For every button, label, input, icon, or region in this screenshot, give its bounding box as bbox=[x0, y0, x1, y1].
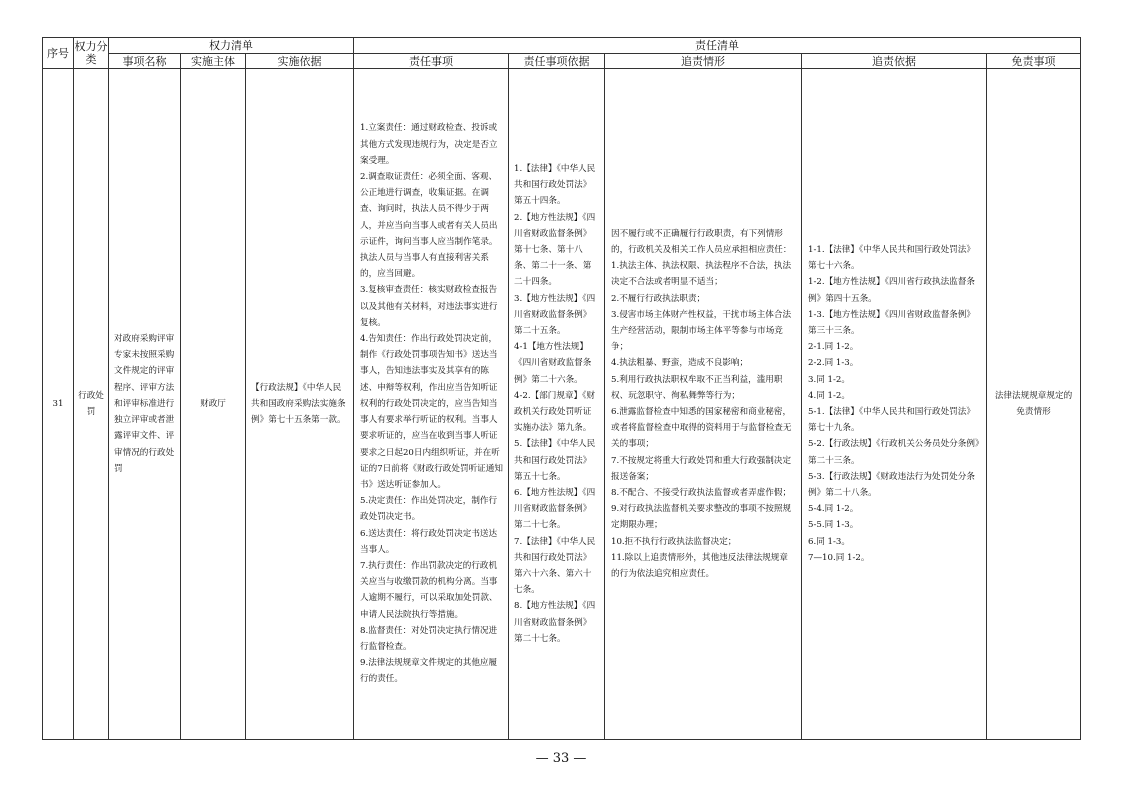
resp-basis-item: 4-2.【部门规章】《财政机关行政处罚听证实施办法》第九条。 bbox=[514, 390, 596, 434]
resp-basis-item: 8.【地方性法规】《四川省财政监督条例》第二十七条。 bbox=[514, 601, 596, 644]
header-basis: 实施依据 bbox=[246, 54, 354, 69]
resp-item: 1.立案责任：通过财政检查、投诉或其他方式发现违规行为，决定是否立案受理。 bbox=[360, 123, 498, 166]
resp-basis-item: 5.【法律】《中华人民共和国行政处罚法》第五十七条。 bbox=[514, 439, 596, 482]
header-resp-items: 责任事项 bbox=[354, 54, 509, 69]
header-power-list: 权力清单 bbox=[109, 38, 354, 54]
acc-basis-item: 7—10.同 1-2。 bbox=[808, 552, 870, 563]
acc-basis-item: 1-2.【地方性法规】《四川省行政执法监督条例》第四十五条。 bbox=[808, 277, 975, 304]
resp-basis-item: 3.【地方性法规】《四川省财政监督条例》第二十五条。 bbox=[514, 293, 596, 336]
accountability-item: 4.执法粗暴、野蛮，造成不良影响； bbox=[611, 358, 749, 369]
header-resp-basis: 责任事项依据 bbox=[509, 54, 605, 69]
resp-basis-item: 7.【法律】《中华人民共和国行政处罚法》第六十六条、第六十七条。 bbox=[514, 536, 596, 596]
accountability-item: 8.不配合、不接受行政执法监督或者弄虚作假； bbox=[611, 488, 792, 499]
resp-basis-item: 2.【地方性法规】《四川省财政监督条例》第十七条、第十八条、第二十一条、第二十四条。 bbox=[514, 212, 596, 288]
resp-item: 2.调查取证责任：必须全面、客观、公正地进行调查，收集证据。在调查、询问时，执法人员不得少于两人，并应当向当事人或者有关人员出示证件，询问当事人应当制作笔录。执法人员与当事人有直接利害关系的，应当回避。 bbox=[360, 172, 498, 280]
resp-item: 3.复核审查责任：核实财政检查报告以及其他有关材料，对违法事实进行复核。 bbox=[360, 285, 498, 328]
header-seq: 序号 bbox=[43, 38, 74, 69]
resp-item: 5.决定责任：作出处罚决定，制作行政处罚决定书。 bbox=[360, 496, 498, 523]
resp-item: 6.送达责任：将行政处罚决定书送达当事人。 bbox=[360, 528, 498, 555]
acc-basis-item: 1-3.【地方性法规】《四川省财政监督条例》第三十三条。 bbox=[808, 309, 975, 336]
resp-item: 9.法律法规规章文件规定的其他应履行的责任。 bbox=[360, 658, 498, 685]
resp-basis-item: 1.【法律】《中华人民共和国行政处罚法》第五十四条。 bbox=[514, 163, 596, 207]
header-accountability: 追责情形 bbox=[605, 54, 802, 69]
acc-basis-item: 4.同 1-2。 bbox=[808, 390, 850, 401]
accountability-item: 9.对行政执法监督机关要求整改的事项不按照规定期限办理； bbox=[611, 504, 792, 531]
resp-basis-item: 4-1【地方性法规】《四川省财政监督条例》第二十六条。 bbox=[514, 342, 592, 385]
accountability-item: 1.执法主体、执法权限、执法程序不合法，执法决定不合法或者明显不适当； bbox=[611, 261, 792, 288]
resp-item: 4.告知责任：作出行政处罚决定前，制作《行政处罚事项告知书》送达当事人，告知违法事实及其享有的陈述、申辩等权利，作出应当告知听证权利的行政处罚决定的，应当告知当事人有要求举行听证的权利。当事人要求听证的，应当在收到当事人听证要求之日起20日内组织听证，并在听证的7日前将《财政行政处罚听证通知书》送达听证参加人。 bbox=[360, 334, 503, 490]
accountability-item: 11.除以上追责情形外，其他违反法律法规规章的行为依法追究相应责任。 bbox=[611, 552, 788, 580]
row-accountability bbox=[605, 69, 802, 740]
header-row-1 bbox=[43, 38, 1081, 54]
row-resp-items bbox=[354, 69, 509, 740]
accountability-item: 2.不履行行政执法职责； bbox=[611, 293, 706, 304]
accountability-item: 7.不按规定将重大行政处罚和重大行政强制决定报送备案； bbox=[611, 455, 792, 482]
acc-basis-item: 2-2.同 1-3。 bbox=[808, 358, 859, 369]
acc-basis-item: 5-2.【行政法规】《行政机关公务员处分条例》第二十三条。 bbox=[808, 439, 980, 466]
row-category: 行政处罚 bbox=[74, 69, 109, 740]
acc-basis-item: 5-3.【行政法规】《财政违法行为处罚处分条例》第二十八条。 bbox=[808, 471, 975, 499]
accountability-item: 3.侵害市场主体财产性权益，干扰市场主体合法生产经营活动，限制市场主体平等参与市场竞争； bbox=[611, 309, 792, 353]
acc-basis-item: 1-1.【法律】《中华人民共和国行政处罚法》第七十六条。 bbox=[808, 244, 975, 272]
row-body: 财政厅 bbox=[181, 69, 246, 740]
accountability-item: 因不履行或不正确履行行政职责，有下列情形的，行政机关及相关工作人员应承担相应责任： bbox=[611, 228, 792, 255]
accountability-item: 5.利用行政执法职权牟取不正当利益，滥用职权、玩忽职守、徇私舞弊等行为； bbox=[611, 374, 783, 401]
acc-basis-item: 6.同 1-3。 bbox=[808, 536, 850, 547]
acc-basis-item: 5-1.【法律】《中华人民共和国行政处罚法》第七十九条。 bbox=[808, 407, 975, 434]
row-item-name: 对政府采购评审专家未按照采购文件规定的评审程序、评审方法和评审标准进行独立评审或者泄露评审文件、评审情况的行政处罚 bbox=[109, 69, 181, 740]
acc-basis-item: 5-4.同 1-2。 bbox=[808, 504, 859, 515]
power-responsibility-table bbox=[42, 37, 1081, 740]
accountability-item: 10.拒不执行行政执法监督决定； bbox=[611, 536, 737, 547]
header-exemptions: 免责事项 bbox=[987, 54, 1081, 69]
power-responsibility-table-container bbox=[42, 37, 1080, 740]
table-row bbox=[43, 69, 1081, 740]
header-body: 实施主体 bbox=[181, 54, 246, 69]
resp-basis-item: 6.【地方性法规】《四川省财政监督条例》第二十七条。 bbox=[514, 488, 596, 531]
row-resp-basis bbox=[509, 69, 605, 740]
accountability-item: 6.泄露监督检查中知悉的国家秘密和商业秘密，或者将监督检查中取得的资料用于与监督检查无关的事项； bbox=[611, 407, 792, 450]
header-acc-basis: 追责依据 bbox=[802, 54, 987, 69]
acc-basis-item: 5-5.同 1-3。 bbox=[808, 520, 859, 531]
header-row-2 bbox=[43, 54, 1081, 69]
acc-basis-item: 2-1.同 1-2。 bbox=[808, 342, 859, 353]
row-exemptions: 法律法规规章规定的免责情形 bbox=[987, 69, 1081, 740]
header-category: 权力分类 bbox=[74, 38, 109, 69]
header-responsibility-list: 责任清单 bbox=[354, 38, 1081, 54]
resp-item: 7.执行责任：作出罚款决定的行政机关应当与收缴罚款的机构分离。当事人逾期不履行，可以采取加处罚款、申请人民法院执行等措施。 bbox=[360, 560, 498, 620]
row-number: 31 bbox=[43, 69, 74, 740]
acc-basis-item: 3.同 1-2。 bbox=[808, 374, 850, 385]
row-basis: 【行政法规】《中华人民共和国政府采购法实施条例》第七十五条第一款。 bbox=[246, 69, 354, 740]
page-number: — 33 — bbox=[535, 751, 587, 766]
row-accountability-basis bbox=[802, 69, 987, 740]
header-item-name: 事项名称 bbox=[109, 54, 181, 69]
resp-item: 8.监督责任：对处罚决定执行情况进行监督检查。 bbox=[360, 625, 498, 652]
